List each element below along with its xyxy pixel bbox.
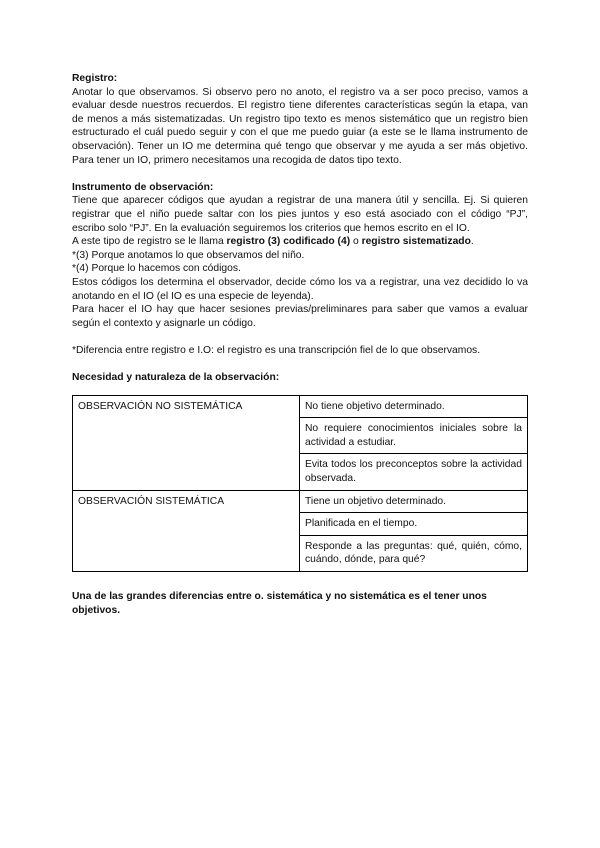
spacer [72,330,528,344]
instrumento-paragraph-1: Tiene que aparecer códigos que ayudan a registrar de una manera útil y sencilla. Ej. Si quieren registrar que el niño puede saltar con los pies juntos y eso está asociado con el código “PJ”, escribo solo “PJ”. En la evaluación seguiremos los criterios que hemos escrito en el IO. [72,195,528,234]
table-cell: Tiene un objetivo determinado. [300,490,528,513]
spacer [72,167,528,181]
row-label-sistematica: OBSERVACIÓN SISTEMÁTICA [73,490,300,571]
footnote-4: *(4) Porque lo hacemos con códigos. [72,263,241,275]
instrumento-heading: Instrumento de observación: [72,181,214,193]
footnote-3: *(3) Porque anotamos lo que observamos del niño. [72,249,305,261]
registro-heading: Registro: [72,73,118,84]
instrumento-paragraph-4: Para hacer el IO hay que hacer sesiones previas/preliminares para saber que vamos a evaluar según el contexto y asignarle un código. [72,304,528,329]
table-cell: Responde a las preguntas: qué, quién, cómo, cuándo, dónde, para qué? [300,535,528,571]
bold-term-sistematizado: registro sistematizado [361,236,471,248]
registro-paragraph: Anotar lo que observamos. Si observo pero no anoto, el registro va a ser poco preciso, vamos a evaluar desde nuestros recuerdos. El registro tiene diferentes características según la etapa, van de menos a más sistematizadas. Un registro tipo texto es menos sistemático que un registro bien estructurado el cuál puedo seguir y con el que me puedo guiar (a este se le llama instrumento de observación). Tener un IO me determina qué tengo que observar y me ayuda a ser más objetivo. Para tener un IO, primero necesitamos una recogida de datos tipo texto. [72,86,528,166]
bold-term-codificado: registro (3) codificado (4) [226,236,351,248]
document-body [72,72,528,617]
diferencia-note: *Diferencia entre registro e I.O: el registro es una transcripción fiel de lo que observamos. [72,344,481,356]
table-cell: Evita todos los preconceptos sobre la actividad observada. [300,454,528,490]
row-label-no-sistematica: OBSERVACIÓN NO SISTEMÁTICA [73,395,300,490]
table-cell: No tiene objetivo determinado. [300,395,528,418]
text-span: A este tipo de registro se le llama [72,236,227,248]
necesidad-heading: Necesidad y naturaleza de la observación: [72,372,280,384]
conclusion-paragraph: Una de las grandes diferencias entre o. sistemática y no sistemática es el tener unos objetivos. [72,591,487,616]
spacer [72,357,528,371]
observation-table [72,395,528,572]
table-cell: No requiere conocimientos iniciales sobre la actividad a estudiar. [300,418,528,454]
instrumento-paragraph-2 [72,235,528,249]
table-row [73,395,528,418]
table-cell: Planificada en el tiempo. [300,513,528,536]
text-span: o [350,236,362,248]
instrumento-paragraph-3: Estos códigos los determina el observador, decide cómo los va a registrar, una vez decidido lo va anotando en el IO (el IO es una especie de leyenda). [72,276,528,302]
table-row [73,490,528,513]
text-span: . [470,236,474,248]
